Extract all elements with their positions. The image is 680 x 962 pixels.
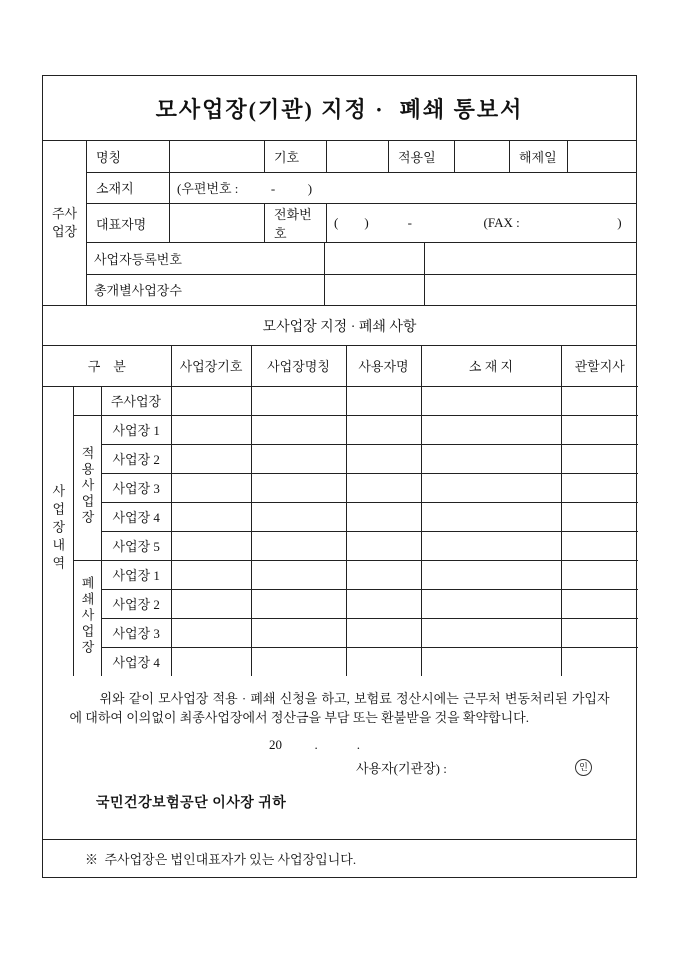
input-cell bbox=[421, 589, 561, 618]
empty-group-cell bbox=[73, 386, 101, 415]
input-cell bbox=[561, 589, 638, 618]
phone-label: 전화번호 bbox=[264, 204, 326, 242]
input-cell bbox=[421, 531, 561, 560]
input-cell bbox=[561, 618, 638, 647]
input-cell bbox=[561, 473, 638, 502]
stamp-seal-mark: 인 bbox=[575, 759, 592, 776]
phone-fax-cell: ( ) - (FAX : ) bbox=[326, 204, 636, 242]
input-cell bbox=[346, 386, 421, 415]
site-row-label: 사업장 2 bbox=[101, 444, 171, 473]
signer-label: 사용자(기관장) : bbox=[356, 760, 447, 776]
input-cell bbox=[171, 531, 251, 560]
input-cell bbox=[251, 531, 346, 560]
input-cell bbox=[346, 647, 421, 676]
input-cell bbox=[561, 444, 638, 473]
name-value-cell bbox=[169, 141, 264, 172]
input-cell bbox=[251, 386, 346, 415]
input-cell bbox=[346, 415, 421, 444]
input-cell bbox=[251, 560, 346, 589]
input-cell bbox=[251, 473, 346, 502]
input-cell bbox=[421, 473, 561, 502]
closed-group-label: 폐쇄사업장 bbox=[73, 560, 101, 676]
input-cell bbox=[171, 618, 251, 647]
row-site-count bbox=[87, 274, 636, 306]
row-name bbox=[87, 141, 636, 172]
site-row-label: 사업장 3 bbox=[101, 618, 171, 647]
site-row-label: 사업장 1 bbox=[101, 560, 171, 589]
input-cell bbox=[421, 502, 561, 531]
table-row bbox=[43, 386, 638, 415]
apply-date-value-cell bbox=[454, 141, 509, 172]
detail-group-label: 사업장내역 bbox=[43, 386, 73, 676]
row-business-registration bbox=[87, 242, 636, 274]
input-cell bbox=[346, 473, 421, 502]
site-row-label: 사업장 2 bbox=[101, 589, 171, 618]
input-cell bbox=[346, 618, 421, 647]
input-cell bbox=[561, 386, 638, 415]
input-cell bbox=[346, 560, 421, 589]
table-row bbox=[43, 589, 638, 618]
business-registration-extra-cell bbox=[424, 243, 636, 274]
symbol-value-cell bbox=[326, 141, 388, 172]
row-address bbox=[87, 172, 636, 204]
header-site-symbol: 사업장기호 bbox=[171, 346, 251, 386]
site-row-label: 사업장 4 bbox=[101, 502, 171, 531]
input-cell bbox=[421, 647, 561, 676]
site-count-label: 총개별사업장수 bbox=[94, 283, 182, 299]
input-cell bbox=[421, 415, 561, 444]
input-cell bbox=[561, 502, 638, 531]
table-row bbox=[43, 415, 638, 444]
input-cell bbox=[561, 560, 638, 589]
input-cell bbox=[251, 502, 346, 531]
header-category: 구 분 bbox=[43, 346, 171, 386]
main-site-group-label: 주사업장 bbox=[43, 141, 87, 305]
section-header: 모사업장 지정 · 폐쇄 사항 bbox=[43, 306, 636, 346]
site-row-label: 사업장 4 bbox=[101, 647, 171, 676]
release-date-label: 해제일 bbox=[509, 141, 567, 172]
input-cell bbox=[251, 618, 346, 647]
table-row bbox=[43, 444, 638, 473]
site-count-value-cell bbox=[324, 275, 424, 306]
input-cell bbox=[171, 473, 251, 502]
main-site-section bbox=[43, 141, 636, 306]
apply-date-label: 적용일 bbox=[388, 141, 454, 172]
input-cell bbox=[251, 647, 346, 676]
input-cell bbox=[421, 444, 561, 473]
applied-group-label: 적용사업장 bbox=[73, 415, 101, 560]
release-date-value-cell bbox=[567, 141, 636, 172]
input-cell bbox=[346, 502, 421, 531]
input-cell bbox=[251, 589, 346, 618]
input-cell bbox=[171, 415, 251, 444]
input-cell bbox=[171, 386, 251, 415]
input-cell bbox=[346, 444, 421, 473]
site-row-label: 사업장 1 bbox=[101, 415, 171, 444]
input-cell bbox=[171, 560, 251, 589]
site-count-extra-cell bbox=[424, 275, 636, 306]
footnote: ※ 주사업장은 법인대표자가 있는 사업장입니다. bbox=[43, 839, 636, 877]
business-registration-value-cell bbox=[324, 243, 424, 274]
page-title: 모사업장(기관) 지정 · 폐쇄 통보서 bbox=[155, 96, 524, 122]
table-row bbox=[43, 618, 638, 647]
sites-table bbox=[43, 346, 638, 676]
input-cell bbox=[561, 531, 638, 560]
business-registration-label: 사업자등록번호 bbox=[94, 251, 182, 267]
table-header-row bbox=[43, 346, 638, 386]
input-cell bbox=[346, 531, 421, 560]
address-label: 소재지 bbox=[96, 181, 134, 197]
title-row bbox=[43, 76, 636, 141]
postal-code-cell: (우편번호 : - ) bbox=[169, 173, 636, 204]
footer-area bbox=[43, 676, 636, 839]
table-row bbox=[43, 531, 638, 560]
header-location: 소 재 지 bbox=[421, 346, 561, 386]
signer-line bbox=[43, 758, 636, 777]
site-row-label: 사업장 5 bbox=[101, 531, 171, 560]
input-cell bbox=[251, 444, 346, 473]
site-row-label: 사업장 3 bbox=[101, 473, 171, 502]
recipient-line: 국민건강보험공단 이사장 귀하 bbox=[96, 795, 287, 811]
table-row bbox=[43, 473, 638, 502]
row-representative bbox=[87, 203, 636, 242]
input-cell bbox=[561, 415, 638, 444]
date-line: 20 . . bbox=[269, 736, 360, 752]
input-cell bbox=[346, 589, 421, 618]
input-cell bbox=[171, 502, 251, 531]
input-cell bbox=[561, 647, 638, 676]
name-label: 명칭 bbox=[96, 149, 122, 165]
input-cell bbox=[171, 589, 251, 618]
input-cell bbox=[421, 560, 561, 589]
symbol-label: 기호 bbox=[264, 141, 326, 172]
main-site-rows bbox=[87, 141, 636, 305]
input-cell bbox=[421, 618, 561, 647]
input-cell bbox=[251, 415, 346, 444]
table-row bbox=[43, 560, 638, 589]
site-row-label: 주사업장 bbox=[101, 386, 171, 415]
input-cell bbox=[421, 386, 561, 415]
notification-form bbox=[42, 75, 637, 878]
table-row bbox=[43, 647, 638, 676]
pledge-text: 위와 같이 모사업장 적용 · 폐쇄 신청을 하고, 보험료 정산시에는 근무처 변동처리된 가입자에 대하여 이의없이 최종사업장에서 정산금을 부담 또는 환불받을 것을 확약합니다. bbox=[69, 691, 610, 725]
header-branch: 관할지사 bbox=[561, 346, 638, 386]
header-employer-name: 사용자명 bbox=[346, 346, 421, 386]
input-cell bbox=[171, 647, 251, 676]
representative-value-cell bbox=[169, 204, 264, 242]
representative-label: 대표자명 bbox=[96, 216, 147, 232]
table-row bbox=[43, 502, 638, 531]
input-cell bbox=[171, 444, 251, 473]
header-site-name: 사업장명칭 bbox=[251, 346, 346, 386]
